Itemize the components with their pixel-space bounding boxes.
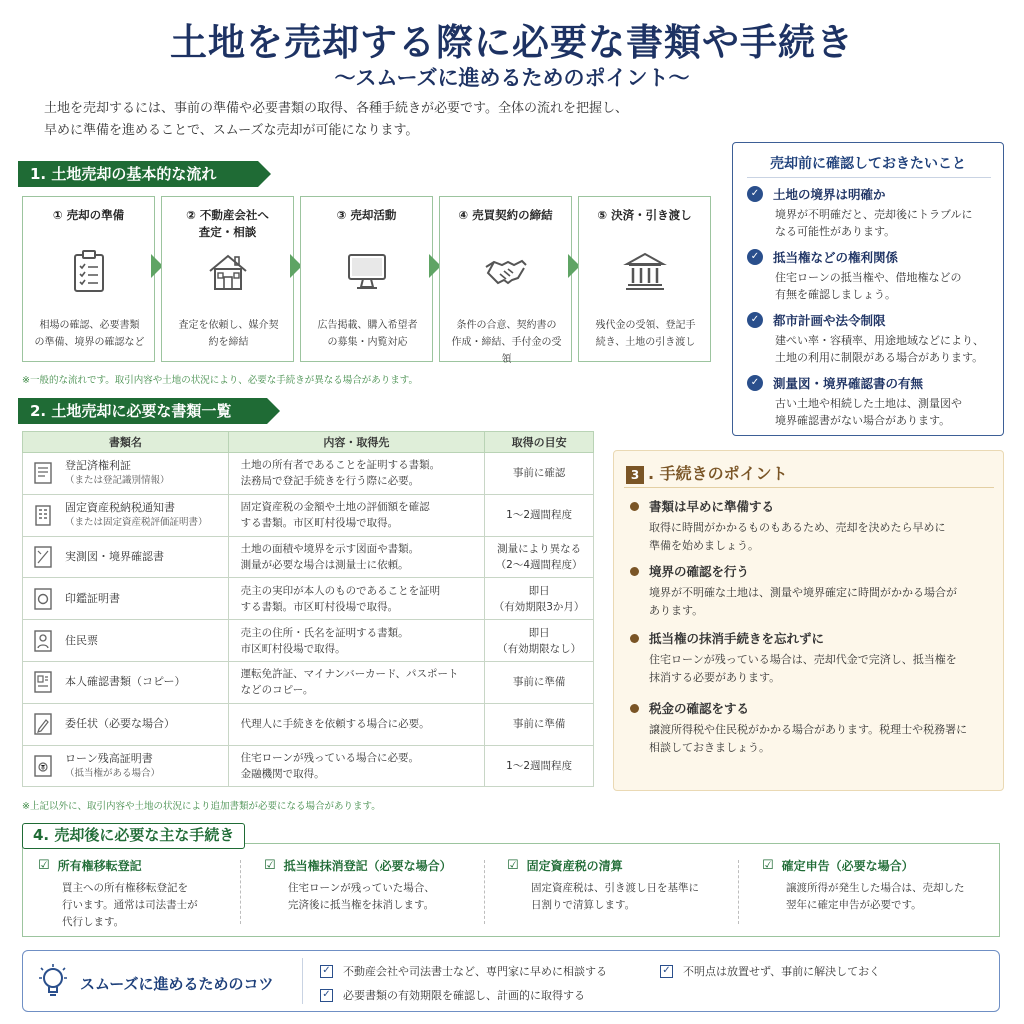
step-description: 相場の確認、必要書類 の準備、境界の確認など: [34, 320, 145, 348]
document-timing: 即日 （有効期限3か月）: [485, 578, 594, 620]
page-title: 土地を売却する際に必要な書類や手続き: [170, 21, 854, 64]
flow-step: [439, 196, 572, 365]
document-subname: （抵当権がある場合）: [65, 767, 161, 779]
section-number: 3: [626, 466, 644, 484]
table-row: [23, 745, 594, 787]
procedure-description: 譲渡所得が発生した場合は、売却した 翌年に確定申告が必要です。: [786, 882, 965, 911]
table-row: [23, 703, 594, 745]
divider: [240, 860, 241, 924]
section1-note: ※一般的な流れです。取引内容や土地の状況により、必要な手続きが異なる場合があります。: [22, 375, 418, 386]
document-content: 土地の面積や境界を示す図面や書類。 測量が必要な場合は測量士に依頼。: [228, 536, 484, 578]
checkbox-icon: ✓: [320, 989, 333, 1002]
confirm-item-heading: 都市計画や法令制限: [773, 313, 886, 328]
step-title: ③ 売却活動: [336, 208, 397, 222]
procedure-item: [38, 857, 263, 931]
check-circle-icon: ✓: [747, 249, 763, 265]
procedure-heading: 抵当権抹消登記（必要な場合）: [283, 859, 452, 873]
section2-note: ※上記以外に、取引内容や土地の状況により追加書類が必要になる場合があります。: [22, 801, 381, 812]
monitor-icon: [343, 247, 391, 295]
confirm-item-description: 建ぺい率・容積率、用途地域などにより、 土地の利用に制限がある場合があります。: [775, 334, 984, 364]
step-description: 査定を依頼し、媒介契 約を締結: [178, 320, 279, 348]
procedure-item: [264, 857, 489, 914]
handshake-icon: [482, 247, 530, 295]
bullet-icon: [630, 634, 639, 643]
step-title: ② 不動産会社へ 査定・相談: [186, 208, 269, 239]
check-icon: ☑: [762, 858, 774, 873]
document-content: 売主の実印が本人のものであることを証明 する書類。市区町村役場で取得。: [228, 578, 484, 620]
point-heading: 抵当権の抹消手続きを忘れずに: [649, 631, 825, 646]
document-name: 本人確認書類（コピー）: [65, 675, 186, 689]
document-name: 印鑑証明書: [65, 591, 120, 605]
document-timing: 事前に確認: [485, 453, 594, 495]
clipboard-icon: [65, 247, 113, 295]
lightbulb-icon: [38, 962, 68, 1002]
document-subname: （または登記識別情報）: [65, 475, 170, 487]
tip-text: 不明点は放置せず、事前に解決しておく: [683, 965, 881, 978]
tips-title: スムーズに進めるためのコツ: [80, 975, 274, 993]
confirm-item: [747, 311, 999, 366]
intro-line: 早めに準備を進めることで、スムーズな売却が可能になります。: [44, 123, 419, 138]
point-heading: 税金の確認をする: [649, 701, 750, 716]
check-circle-icon: ✓: [747, 375, 763, 391]
procedure-description: 住宅ローンが残っていた場合、 完済後に抵当権を抹消します。: [288, 882, 435, 911]
step-title: ④ 売買契約の締結: [458, 208, 553, 222]
confirm-item-heading: 測量図・境界確認書の有無: [773, 376, 924, 391]
step-title: ① 売却の準備: [52, 208, 125, 222]
confirm-title: 売却前に確認しておきたいこと: [770, 156, 966, 172]
procedure-heading: 所有権移転登記: [57, 859, 142, 873]
document-content: 売主の住所・氏名を証明する書類。 市区町村役場で取得。: [228, 620, 484, 662]
check-circle-icon: ✓: [747, 186, 763, 202]
divider: [624, 487, 994, 488]
document-content: 土地の所有者であることを証明する書類。 法務局で登記手続きを行う際に必要。: [228, 453, 484, 495]
document-name: 住民票: [65, 633, 98, 647]
tip-text: 不動産会社や司法書士など、専門家に早めに相談する: [343, 965, 607, 978]
person-doc-icon: [33, 629, 53, 653]
column-header: 内容・取得先: [228, 432, 484, 453]
point-description: 取得に時間がかかるものもあるため、売却を決めたら早めに 準備を始めましょう。: [649, 521, 946, 552]
document-icon: [33, 461, 53, 485]
procedure-points-box: [613, 450, 1004, 791]
documents-table: [22, 431, 594, 787]
document-name: 委任状（必要な場合）: [65, 717, 175, 731]
bullet-icon: [630, 502, 639, 511]
document-timing: 事前に準備: [485, 661, 594, 703]
loan-doc-icon: [33, 754, 53, 778]
check-icon: ☑: [507, 858, 519, 873]
document-content: 住宅ローンが残っている場合に必要。 金融機関で取得。: [228, 745, 484, 787]
section1-heading: 1. 土地売却の基本的な流れ: [18, 161, 258, 187]
tip-item: [320, 963, 607, 979]
confirm-item-heading: 抵当権などの権利関係: [773, 250, 899, 265]
confirm-item-description: 住宅ローンの抵当権や、借地権などの 有無を確認しましょう。: [775, 271, 962, 301]
point-description: 譲渡所得税や住民税がかかる場合があります。税理士や税務署に 相談しておきましょう。: [649, 723, 968, 754]
check-icon: ☑: [264, 858, 276, 873]
document-content: 固定資産税の金額や土地の評価額を確認 する書類。市区町村役場で取得。: [228, 494, 484, 536]
bullet-icon: [630, 567, 639, 576]
page-subtitle: 〜スムーズに進めるためのポイント〜: [334, 66, 690, 90]
flow-step: [300, 196, 433, 362]
intro-line: 土地を売却するには、事前の準備や必要書類の取得、各種手続きが必要です。全体の流れを把握し、: [44, 101, 628, 116]
divider: [484, 860, 485, 924]
point-item: [630, 497, 1000, 555]
section3-heading: 3 . 手続きのポイント: [626, 461, 788, 484]
divider: [747, 177, 991, 178]
house-icon: [204, 247, 252, 295]
point-description: 住宅ローンが残っている場合は、売却代金で完済し、抵当権を 抹消する必要があります。: [649, 653, 957, 684]
step-description: 条件の合意、契約書の 作成・締結、手付金の受領: [451, 320, 562, 365]
intro-text: [44, 98, 684, 142]
confirm-item: [747, 374, 999, 429]
pen-doc-icon: [33, 712, 53, 736]
building-icon: [33, 503, 53, 527]
point-description: 境界が不明確な土地は、測量や境界確定に時間がかかる場合が あります。: [649, 586, 957, 617]
flow-step: [22, 196, 155, 362]
document-name: 登記済権利証: [65, 459, 131, 473]
section4-heading: 4. 売却後に必要な主な手続き: [22, 823, 245, 849]
tip-item: [660, 963, 880, 979]
point-item: [630, 562, 1000, 620]
divider: [738, 860, 739, 924]
tip-item: [320, 987, 585, 1003]
check-circle-icon: ✓: [747, 312, 763, 328]
procedure-heading: 固定資産税の清算: [526, 859, 623, 873]
document-timing: 事前に準備: [485, 703, 594, 745]
procedure-item: [762, 857, 987, 914]
step-title: ⑤ 決済・引き渡し: [597, 208, 692, 222]
id-card-icon: [33, 670, 53, 694]
document-content: 代理人に手続きを依頼する場合に必要。: [228, 703, 484, 745]
table-row: [23, 661, 594, 703]
document-timing: 即日 （有効期限なし）: [485, 620, 594, 662]
survey-icon: [33, 545, 53, 569]
confirm-item: [747, 185, 999, 240]
procedure-description: 固定資産税は、引き渡し日を基準に 日割りで清算します。: [531, 882, 699, 911]
document-name: ローン残高証明書: [65, 751, 153, 765]
confirm-checklist-box: [732, 142, 1004, 436]
table-row: [23, 453, 594, 495]
check-icon: ☑: [38, 858, 50, 873]
checkbox-icon: ✓: [660, 965, 673, 978]
procedure-heading: 確定申告（必要な場合）: [781, 859, 914, 873]
confirm-item: [747, 248, 999, 303]
seal-icon: [33, 587, 53, 611]
divider: [302, 958, 303, 1004]
bullet-icon: [630, 704, 639, 713]
document-subname: （または固定資産税評価証明書）: [65, 517, 208, 529]
document-name: 実測図・境界確認書: [65, 549, 164, 563]
flow-step: [161, 196, 294, 362]
step-description: 残代金の受領、登記手 続き、土地の引き渡し: [595, 320, 696, 348]
section2-heading: 2. 土地売却に必要な書類一覧: [18, 398, 267, 424]
point-heading: 書類は早めに準備する: [649, 499, 775, 514]
checkbox-icon: ✓: [320, 965, 333, 978]
table-header-row: [23, 432, 594, 453]
tip-text: 必要書類の有効期限を確認し、計画的に取得する: [343, 989, 585, 1002]
confirm-item-description: 古い土地や相続した土地は、測量図や 境界確認書がない場合があります。: [775, 397, 962, 427]
step-description: 広告掲載、購入希望者 の募集・内覧対応: [317, 320, 418, 348]
point-heading: 境界の確認を行う: [649, 564, 750, 579]
document-timing: 1〜2週間程度: [485, 494, 594, 536]
point-item: [630, 699, 1000, 757]
confirm-item-description: 境界が不明確だと、売却後にトラブルに なる可能性があります。: [775, 208, 973, 238]
document-name: 固定資産税納税通知書: [65, 501, 175, 515]
flow-step: [578, 196, 711, 362]
bank-icon: [621, 247, 669, 295]
confirm-item-heading: 土地の境界は明確か: [773, 187, 886, 202]
procedure-description: 買主への所有権移転登記を 行います。通常は司法書士が 代行します。: [62, 882, 198, 928]
table-row: [23, 494, 594, 536]
column-header: 書類名: [23, 432, 229, 453]
document-timing: 1〜2週間程度: [485, 745, 594, 787]
procedure-item: [507, 857, 732, 914]
table-row: [23, 620, 594, 662]
column-header: 取得の目安: [485, 432, 594, 453]
document-content: 運転免許証、マイナンバーカード、パスポート などのコピー。: [228, 661, 484, 703]
document-timing: 測量により異なる （2〜4週間程度）: [485, 536, 594, 578]
point-item: [630, 629, 1000, 687]
table-row: [23, 536, 594, 578]
table-row: [23, 578, 594, 620]
